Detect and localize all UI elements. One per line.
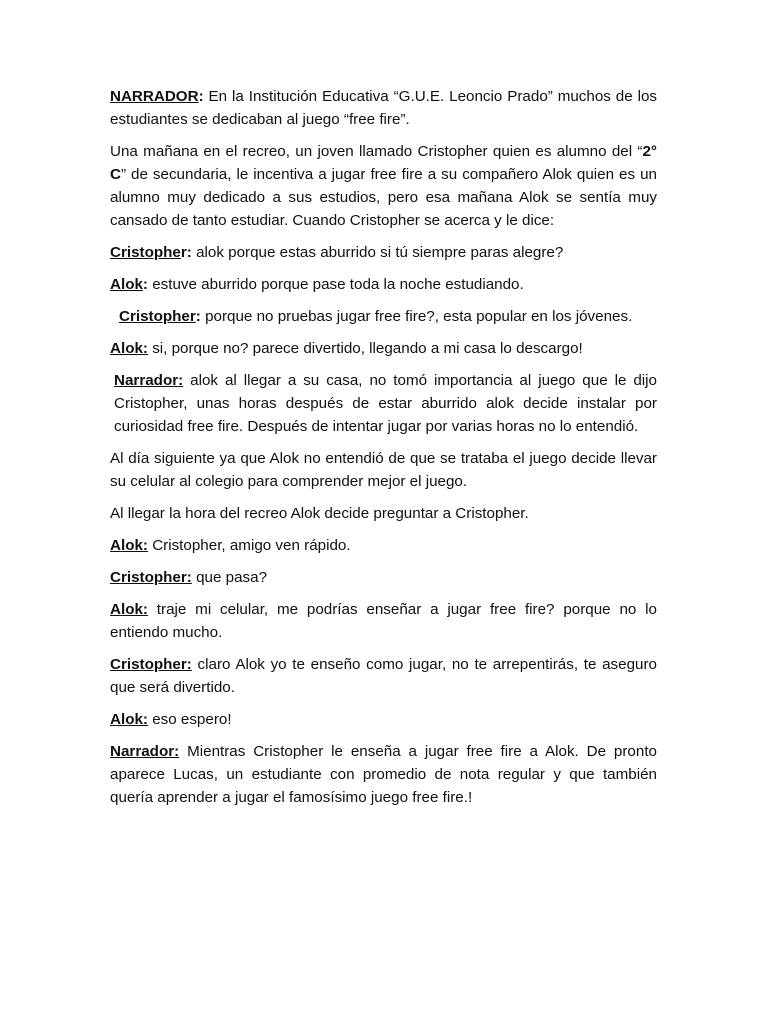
speaker-label: Cristophe	[110, 244, 181, 261]
speaker-label: NARRADOR	[110, 88, 199, 105]
speaker-label: Cristopher:	[110, 656, 192, 673]
paragraph-narrator-3	[110, 740, 657, 809]
paragraph-text: claro Alok yo te enseño como jugar, no te arrepentirás, te aseguro que será divertido.	[110, 656, 657, 696]
paragraph-cristopher-4	[110, 653, 657, 699]
paragraph-scene-setup	[110, 140, 657, 232]
speaker-label: Cristopher	[119, 308, 196, 325]
class-label: 2° C	[110, 143, 657, 183]
paragraph-alok-3	[110, 534, 657, 557]
document-page	[110, 85, 657, 818]
paragraph-next-day	[110, 447, 657, 493]
speaker-colon: r:	[180, 244, 192, 261]
paragraph-text: si, porque no? parece divertido, llegando a mi casa lo descargo!	[147, 340, 583, 357]
paragraph-alok-2	[110, 337, 657, 360]
paragraph-text: estuve aburrido porque pase toda la noche estudiando.	[147, 276, 524, 293]
speaker-label: Alok	[110, 276, 143, 293]
paragraph-text: Al día siguiente ya que Alok no entendió de que se trataba el juego decide llevar su celular al colegio para comprender mejor el juego.	[110, 450, 657, 490]
paragraph-text-post: ” de secundaria, le incentiva a jugar free fire a su compañero Alok quien es un alumno muy dedicado a sus estudios, pero esa mañana Alok se sentía muy cansado de tanto estudiar. Cuando Cristopher se acerca y le dice:	[110, 166, 657, 229]
paragraph-text: traje mi celular, me podrías enseñar a jugar free fire? porque no lo entiendo mucho.	[110, 601, 657, 641]
paragraph-text: porque no pruebas jugar free fire?, esta popular en los jóvenes.	[200, 308, 633, 325]
speaker-colon: :	[142, 276, 148, 293]
paragraph-cristopher-3	[110, 566, 657, 589]
speaker-label: Narrador:	[114, 372, 184, 389]
paragraph-text-pre: Una mañana en el recreo, un joven llamado Cristopher quien es alumno del “	[110, 143, 643, 160]
speaker-label: Alok:	[110, 340, 148, 357]
paragraph-cristopher-2	[110, 305, 657, 328]
speaker-label: Alok:	[110, 711, 148, 728]
paragraph-text: Al llegar la hora del recreo Alok decide preguntar a Cristopher.	[110, 505, 529, 522]
paragraph-recess	[110, 502, 657, 525]
speaker-colon: :	[195, 308, 201, 325]
speaker-label: Cristopher:	[110, 569, 192, 586]
paragraph-narrator-intro	[110, 85, 657, 131]
speaker-label: Alok:	[110, 537, 148, 554]
paragraph-alok-5	[110, 708, 657, 731]
paragraph-text: En la Institución Educativa “G.U.E. Leoncio Prado” muchos de los estudiantes se dedicaban al juego “free fire”.	[110, 88, 657, 128]
paragraph-alok-1	[110, 273, 657, 296]
paragraph-text: que pasa?	[191, 569, 268, 586]
paragraph-alok-4	[110, 598, 657, 644]
speaker-label: Narrador:	[110, 743, 180, 760]
paragraph-text: alok porque estas aburrido si tú siempre paras alegre?	[191, 244, 564, 261]
paragraph-cristopher-1	[110, 241, 657, 264]
paragraph-text: Cristopher, amigo ven rápido.	[147, 537, 351, 554]
speaker-colon: :	[198, 88, 204, 105]
paragraph-text: eso espero!	[147, 711, 232, 728]
paragraph-narrator-2	[110, 369, 657, 438]
speaker-label: Alok:	[110, 601, 148, 618]
paragraph-text: Mientras Cristopher le enseña a jugar free fire a Alok. De pronto aparece Lucas, un estudiante con promedio de nota regular y que también quería aprender a jugar el famosísimo juego free fire.!	[110, 743, 657, 806]
paragraph-text: alok al llegar a su casa, no tomó importancia al juego que le dijo Cristopher, unas horas después de estar aburrido alok decide instalar por curiosidad free fire. Después de intentar jugar por varias horas no lo entendió.	[114, 372, 657, 435]
